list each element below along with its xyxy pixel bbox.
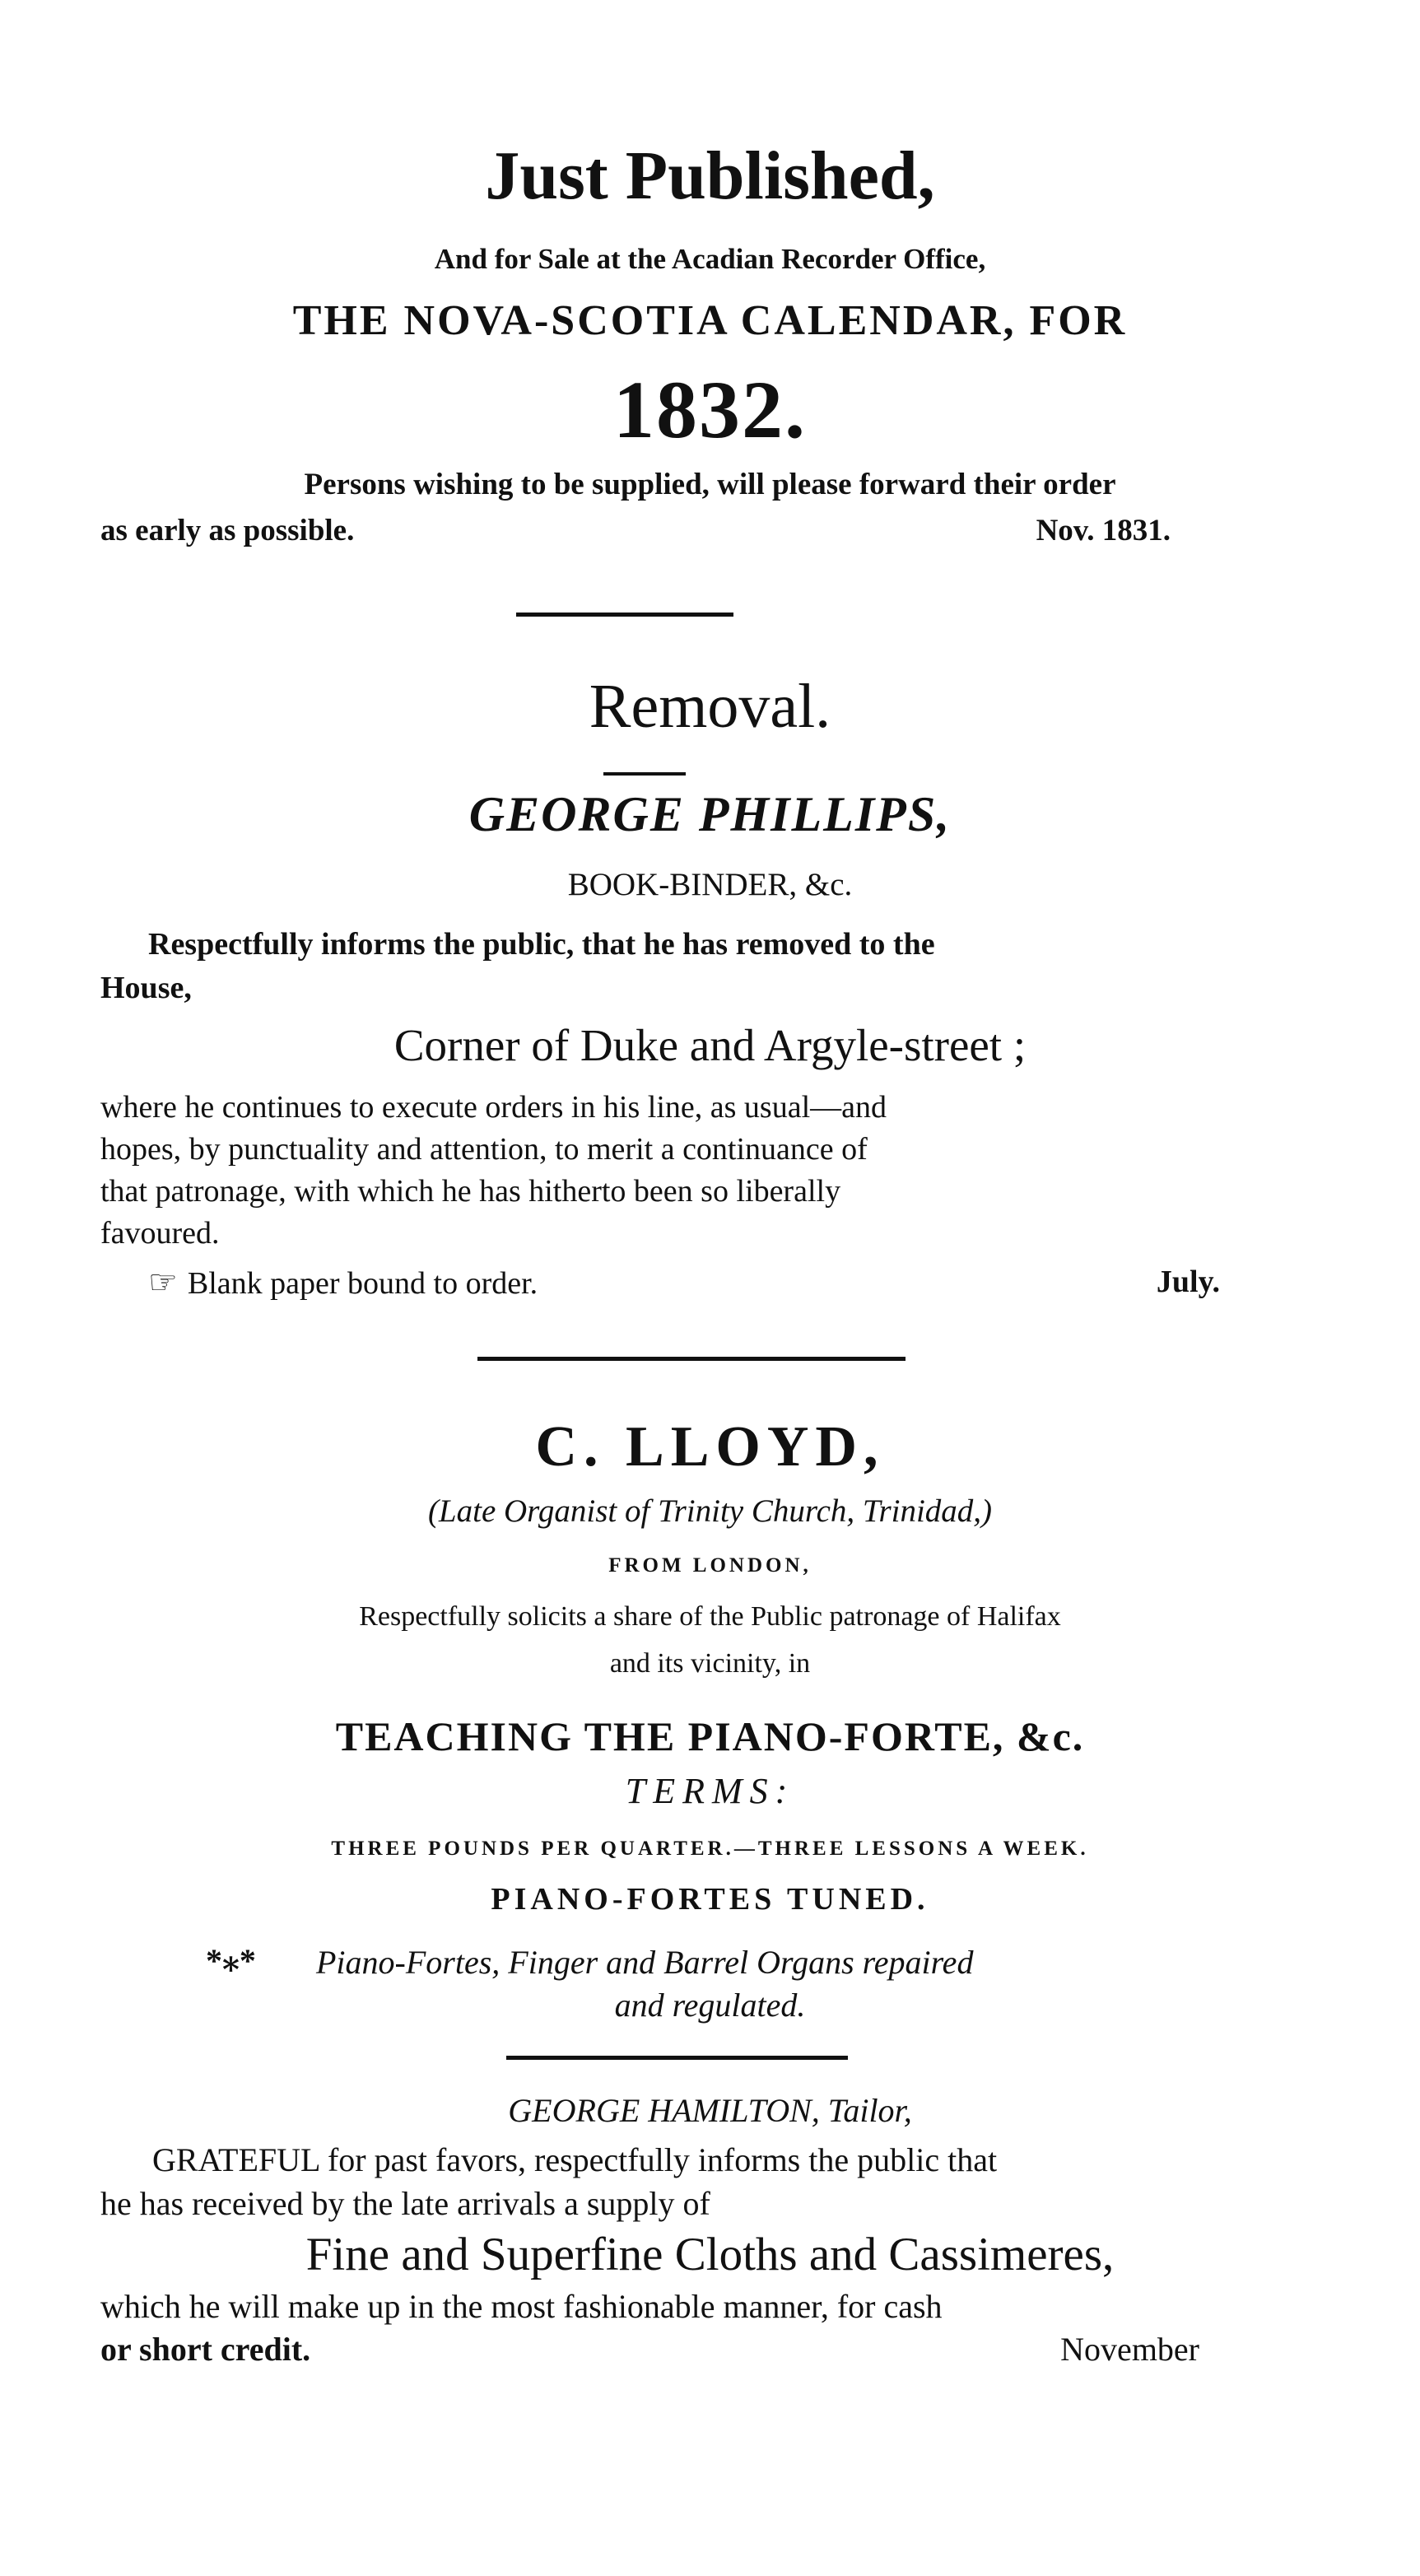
ad1-title: THE NOVA-SCOTIA CALENDAR, FOR bbox=[292, 297, 1128, 344]
ad4-line4-text: or short credit. bbox=[100, 2331, 311, 2368]
ad4-date: November bbox=[1060, 2331, 1199, 2368]
ad1-year: 1832. bbox=[613, 364, 807, 455]
ad2-intro-line2: House, bbox=[100, 971, 192, 1005]
ad4-line2: he has received by the late arrivals a supply of bbox=[100, 2185, 710, 2222]
ad4-line4 bbox=[100, 2330, 1286, 2369]
ad1-body-line1: Persons wishing to be supplied, will please forward their order bbox=[304, 468, 1116, 501]
ad1-heading: Just Published, bbox=[485, 137, 935, 214]
ad3-repair-line2: and regulated. bbox=[614, 1987, 806, 2024]
ad3-tuned: PIANO-FORTES TUNED. bbox=[491, 1882, 929, 1917]
ad2-body-line4: favoured. bbox=[100, 1216, 220, 1251]
ad3-terms-label: TERMS: bbox=[625, 1771, 795, 1811]
separator-rule bbox=[516, 613, 733, 617]
ad2-heading: Removal. bbox=[589, 672, 831, 741]
ad3-repair-line1: Piano-Fortes, Finger and Barrel Organs repaired bbox=[316, 1944, 974, 1981]
separator-rule bbox=[477, 1357, 906, 1361]
ad2-intro-line1: Respectfully informs the public, that he has removed to the bbox=[148, 927, 935, 962]
ad2-name: GEORGE PHILLIPS, bbox=[468, 787, 952, 841]
ad3-from: FROM LONDON, bbox=[608, 1554, 812, 1577]
ad2-address: Corner of Duke and Argyle-street ; bbox=[393, 1020, 1027, 1070]
ad3-terms: THREE POUNDS PER QUARTER.—THREE LESSONS A WEEK. bbox=[331, 1838, 1089, 1860]
ad2-note: Blank paper bound to order. bbox=[187, 1266, 538, 1301]
ad4-goods: Fine and Superfine Cloths and Cassimeres, bbox=[305, 2229, 1115, 2280]
ad1-body-line2-text: as early as possible. bbox=[100, 514, 355, 547]
ad4-line1: GRATEFUL for past favors, respectfully informs the public that bbox=[152, 2141, 998, 2178]
ad4-name: GEORGE HAMILTON, Tailor, bbox=[508, 2092, 912, 2129]
ad1-date: Nov. 1831. bbox=[1036, 514, 1171, 547]
ad2-body-line2: hopes, by punctuality and attention, to merit a continuance of bbox=[100, 1132, 868, 1167]
ad3-name: C. LLOYD, bbox=[535, 1415, 885, 1479]
ad2-note-line bbox=[100, 1264, 1286, 1302]
ad2-body-line1: where he continues to execute orders in his line, as usual—and bbox=[100, 1090, 887, 1125]
pointing-hand-icon: ☞ bbox=[148, 1264, 178, 1302]
ad3-solicit-line1: Respectfully solicits a share of the Public patronage of Halifax bbox=[359, 1601, 1061, 1632]
ad2-date: July. bbox=[1156, 1265, 1220, 1299]
heading-underline bbox=[603, 772, 686, 776]
separator-rule bbox=[506, 2056, 848, 2060]
ad3-subtitle: (Late Organist of Trinity Church, Trinidad,) bbox=[427, 1493, 993, 1529]
ad2-trade: BOOK-BINDER, &c. bbox=[567, 867, 853, 902]
ad2-body-line3: that patronage, with which he has hitherto been so liberally bbox=[100, 1174, 841, 1209]
ad4-line3: which he will make up in the most fashionable manner, for cash bbox=[100, 2288, 943, 2325]
ad1-sale-line: And for Sale at the Acadian Recorder Office, bbox=[434, 243, 986, 275]
ad3-service: TEACHING THE PIANO-FORTE, &c. bbox=[335, 1713, 1085, 1759]
asterism-icon: *⁎* bbox=[206, 1942, 256, 1979]
ad1-body-line2 bbox=[100, 513, 1286, 548]
ad3-solicit-line2: and its vicinity, in bbox=[609, 1648, 811, 1679]
